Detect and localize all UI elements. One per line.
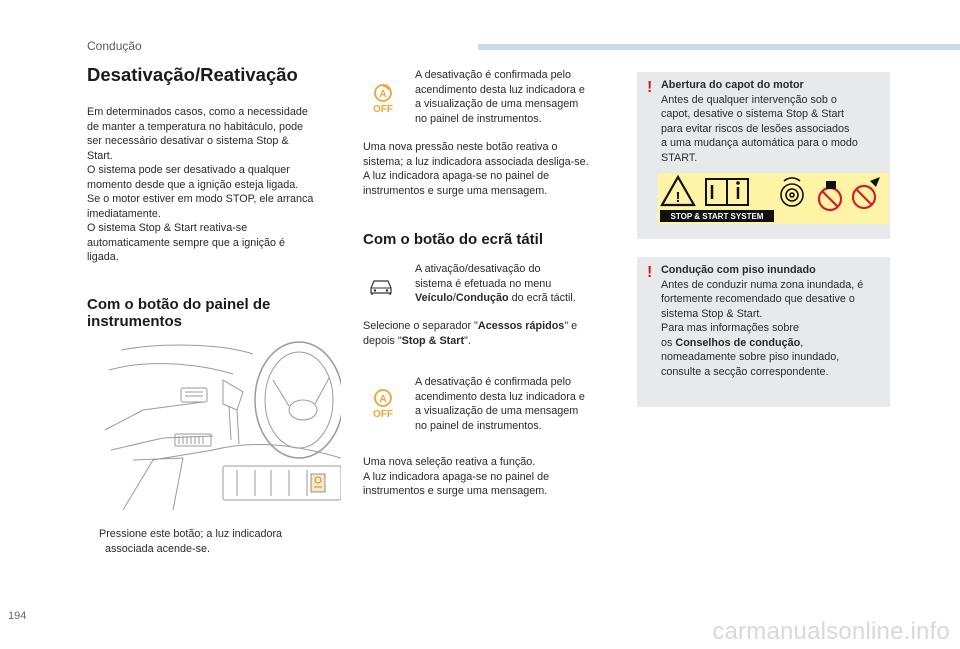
section-label: Condução [87,39,142,53]
deactivation-confirm-text: A desativação é confirmada pelo acendimento desta luz indicadora e a visualização de uma mensagem no painel de instrumentos. [415,69,585,125]
stop-start-off-icon [367,388,399,418]
svg-text:OFF: OFF [373,104,393,113]
page-title: Desativação/Reativação [87,64,298,85]
warning-icon: ! [647,79,653,96]
header-bar [478,44,960,50]
deactivation-confirm-text-2: A desativação é confirmada pelo acendimento desta luz indicadora e a visualização de uma mensagem no painel de instrumentos. [415,376,585,432]
svg-text:A: A [379,394,387,405]
svg-text:A: A [379,89,387,100]
stop-start-off-icon [367,83,399,113]
reactivation-text: Uma nova pressão neste botão reativa o sistema; a luz indicadora associada desliga-se. A luz indicadora apaga-se no painel de instrumentos e surge uma mensagem. [363,141,589,197]
sticker-label: STOP & START SYSTEM [670,212,764,221]
svg-text:!: ! [675,189,681,206]
dashboard-illustration [103,340,341,512]
touchscreen-menu-text: A ativação/desativação do sistema é efetuada no menu Veículo/Condução do ecrã táctil. [415,263,576,304]
watermark: carmanualsonline.info [712,618,950,645]
svg-text:OFF: OFF [373,409,393,418]
vehicle-menu-icon [368,276,394,296]
subtitle-dashboard-button: Com o botão do painel de instrumentos [87,296,271,330]
warning-icon: ! [647,264,653,281]
stop-start-sticker [658,173,889,224]
reselection-text: Uma nova seleção reativa a função. A luz indicadora apaga-se no painel de instrumentos e surge uma mensagem. [363,456,550,497]
subtitle-touchscreen: Com o botão do ecrã tátil [363,231,544,248]
warning-box-flooded [637,257,890,407]
warning-bonnet-text: Abertura do capot do motor Antes de qualquer intervenção sob o capot, desative o sistema Stop & Start para evitar riscos de lesões associados a uma mudança automática para o modo START. [661,79,858,164]
page-number: 194 [8,610,27,622]
warning-flooded-text: Condução com piso inundado Antes de conduzir numa zona inundada, é fortemente recomendado que desative o sistema Stop & Start. Para mas informações sobre os Conselhos de condução, nomeadamente sobre piso inundado, consulte a secção correspondente. [661,264,864,378]
intro-paragraph: Em determinados casos, como a necessidade de manter a temperatura no habitáculo, pode ser necessário desativar o sistema Stop & Start. O sistema pode ser desativado a qualquer momento desde que a ignição esteja ligada. Se o motor estiver em modo STOP, ele arranca imediatamente. O sistema Stop & Start reativa-se automaticamente sempre que a ignição é ligada. [87,106,314,263]
bullet-item: Pressione este botão; a luz indicadora associada acende-se. [99,528,283,555]
select-tab-text: Selecione o separador "Acessos rápidos" e depois "Stop & Start". [363,320,578,347]
